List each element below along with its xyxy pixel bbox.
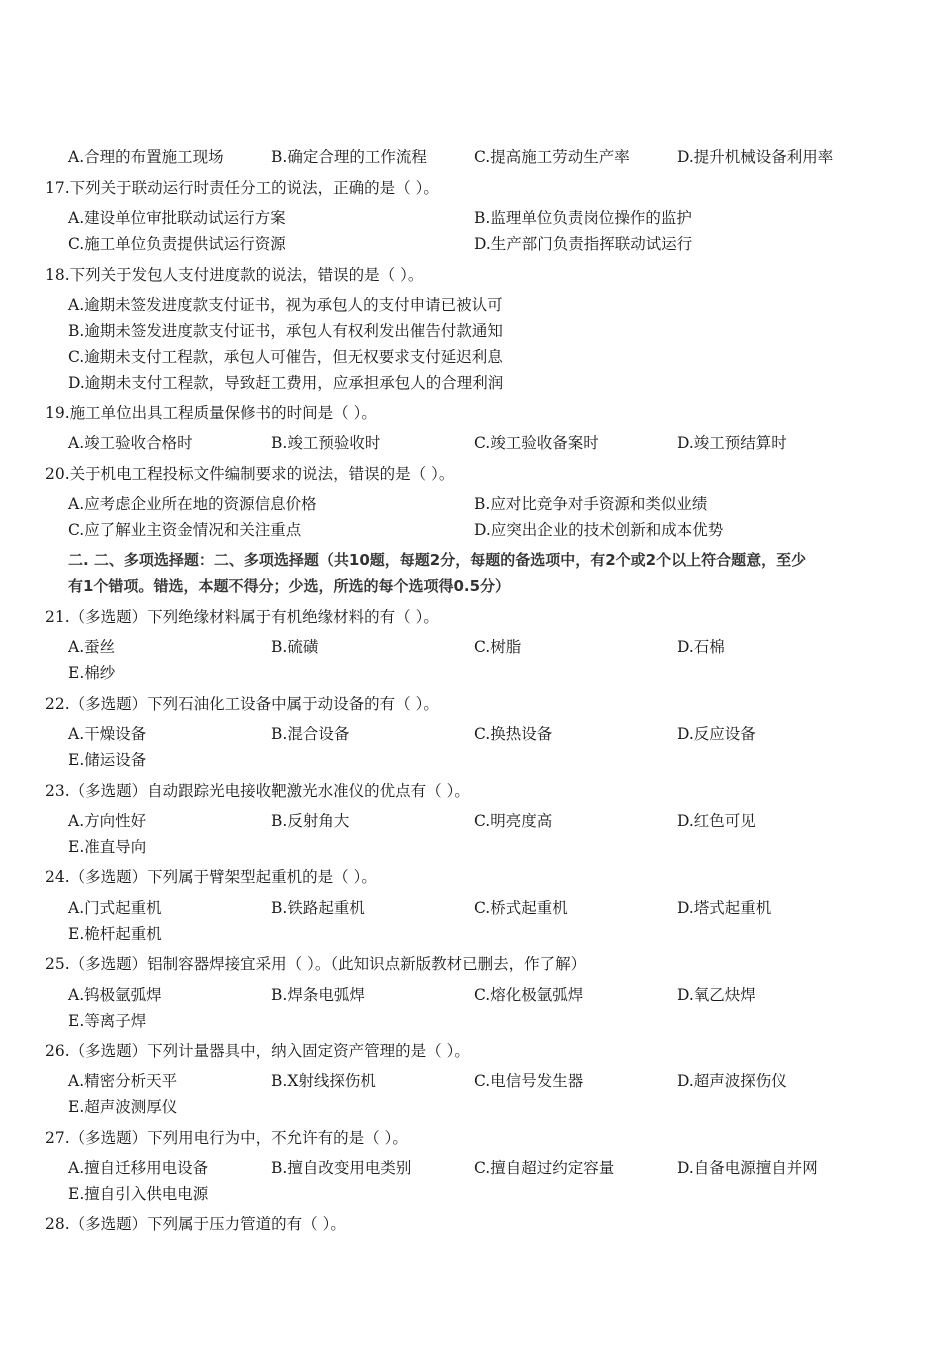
option-c: C.应了解业主资金情况和关注重点: [68, 521, 302, 539]
option-b: B.铁路起重机: [271, 899, 365, 917]
option-b: B.硫磺: [271, 638, 319, 656]
question-stem: 24.（多选题）下列属于臂架型起重机的是（ ）。: [45, 868, 377, 886]
option-a: A.方向性好: [68, 812, 147, 830]
section-title-line-2: 有1个错项。错选，本题不得分；少选，所选的每个选项得0.5分）: [68, 577, 511, 595]
option-b: B.竣工预验收时: [271, 434, 381, 452]
option-d: D.逾期未支付工程款，导致赶工费用，应承担承包人的合理利润: [68, 374, 504, 392]
question-stem: 20.关于机电工程投标文件编制要求的说法，错误的是（ ）。: [45, 465, 455, 483]
option-e: E.等离子焊: [68, 1012, 147, 1030]
option-b: B.确定合理的工作流程: [271, 148, 427, 166]
option-c: C.擅自超过约定容量: [474, 1159, 615, 1177]
option-e: E.准直导向: [68, 838, 147, 856]
option-e: E.超声波测厚仪: [68, 1098, 178, 1116]
option-c: C.施工单位负责提供试运行资源: [68, 235, 286, 253]
question-stem: 28.（多选题）下列属于压力管道的有（ ）。: [45, 1215, 346, 1233]
question-stem: 18.下列关于发包人支付进度款的说法，错误的是（ ）。: [45, 266, 424, 284]
question-stem: 27.（多选题）下列用电行为中，不允许有的是（ ）。: [45, 1129, 408, 1147]
option-a: A.应考虑企业所在地的资源信息价格: [68, 495, 317, 513]
option-e: E.桅杆起重机: [68, 925, 162, 943]
option-e: E.储运设备: [68, 751, 147, 769]
option-b: B.混合设备: [271, 725, 350, 743]
option-c: C.逾期未支付工程款，承包人可催告，但无权要求支付延迟利息: [68, 348, 503, 366]
option-b: B.应对比竞争对手资源和类似业绩: [474, 495, 708, 513]
option-e: E.擅自引入供电电源: [68, 1185, 209, 1203]
option-b: B.擅自改变用电类别: [271, 1159, 412, 1177]
question-stem: 23.（多选题）自动跟踪光电接收靶激光水准仪的优点有（ ）。: [45, 782, 470, 800]
option-d: D.自备电源擅自并网: [677, 1159, 818, 1177]
option-b: B.X射线探伤机: [271, 1072, 376, 1090]
option-c: C.电信号发生器: [474, 1072, 584, 1090]
option-d: D.超声波探伤仪: [677, 1072, 787, 1090]
option-c: C.明亮度高: [474, 812, 553, 830]
option-b: B.反射角大: [271, 812, 350, 830]
option-d: D.提升机械设备利用率: [677, 148, 834, 166]
option-a: A.合理的布置施工现场: [68, 148, 224, 166]
option-d: D.石棉: [677, 638, 725, 656]
option-a: A.干燥设备: [68, 725, 147, 743]
question-stem: 17.下列关于联动运行时责任分工的说法，正确的是（ ）。: [45, 179, 439, 197]
option-c: C.桥式起重机: [474, 899, 568, 917]
question-stem: 21.（多选题）下列绝缘材料属于有机绝缘材料的有（ ）。: [45, 608, 439, 626]
option-b: B.逾期未签发进度款支付证书，承包人有权利发出催告付款通知: [68, 322, 503, 340]
option-d: D.应突出企业的技术创新和成本优势: [474, 521, 724, 539]
option-c: C.熔化极氩弧焊: [474, 986, 584, 1004]
option-d: D.红色可见: [677, 812, 756, 830]
option-b: B.监理单位负责岗位操作的监护: [474, 209, 692, 227]
option-c: C.换热设备: [474, 725, 553, 743]
option-d: D.反应设备: [677, 725, 756, 743]
option-a: A.门式起重机: [68, 899, 162, 917]
option-e: E.棉纱: [68, 664, 116, 682]
option-d: D.竣工预结算时: [677, 434, 787, 452]
option-a: A.擅自迁移用电设备: [68, 1159, 209, 1177]
option-d: D.生产部门负责指挥联动试运行: [474, 235, 693, 253]
question-stem: 26.（多选题）下列计量器具中，纳入固定资产管理的是（ ）。: [45, 1042, 470, 1060]
option-a: A.蚕丝: [68, 638, 116, 656]
option-b: B.焊条电弧焊: [271, 986, 365, 1004]
option-a: A.竣工验收合格时: [68, 434, 193, 452]
option-a: A.钨极氩弧焊: [68, 986, 162, 1004]
section-title-line-1: 二. 二、多项选择题：二、多项选择题（共10题，每题2分，每题的备选项中，有2个或2个以上符合题意，至少: [68, 551, 807, 569]
option-a: A.精密分析天平: [68, 1072, 178, 1090]
option-c: C.树脂: [474, 638, 522, 656]
option-c: C.提高施工劳动生产率: [474, 148, 630, 166]
option-d: D.氧乙炔焊: [677, 986, 756, 1004]
option-a: A.建设单位审批联动试运行方案: [68, 209, 286, 227]
question-stem: 25.（多选题）铝制容器焊接宜采用（ ）。（此知识点新版教材已删去，作了解）: [45, 955, 587, 973]
option-c: C.竣工验收备案时: [474, 434, 599, 452]
question-stem: 22.（多选题）下列石油化工设备中属于动设备的有（ ）。: [45, 695, 439, 713]
option-a: A.逾期未签发进度款支付证书，视为承包人的支付申请已被认可: [68, 296, 503, 314]
option-d: D.塔式起重机: [677, 899, 772, 917]
question-stem: 19.施工单位出具工程质量保修书的时间是（ ）。: [45, 404, 377, 422]
